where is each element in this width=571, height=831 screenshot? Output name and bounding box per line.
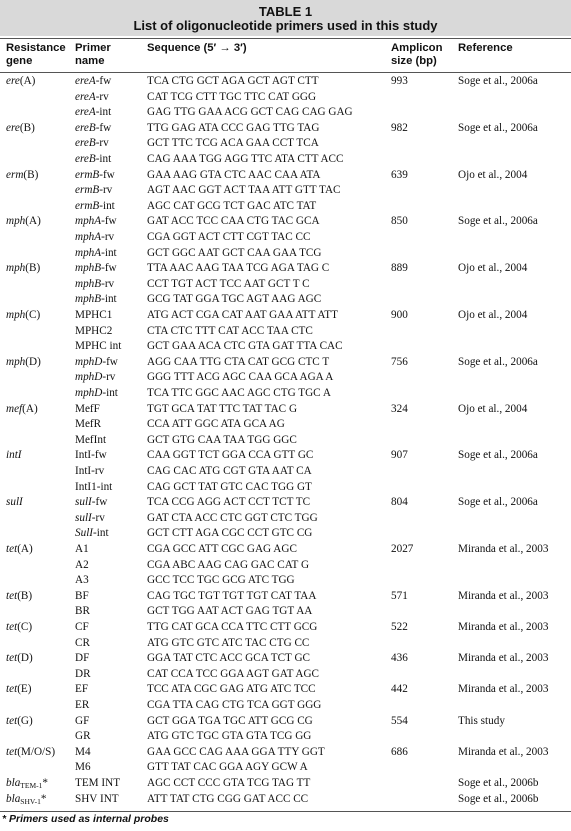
row-sequence: CAG TGC TGT TGT TGT CAT TAA [147,589,317,602]
row-sequence: AGC CAT GCG TCT GAC ATC TAT [147,199,317,212]
header-rule [0,72,571,73]
col-header-sequence [147,42,247,72]
row-primer: EF [75,683,89,696]
row-primer: A3 [75,574,89,587]
row-primer: SHV INT [75,792,119,805]
row-primer: BF [75,589,89,602]
row-primer: IntI-fw [75,449,107,462]
row-sequence: AGT AAC GGT ACT TAA ATT GTT TAC [147,184,341,197]
row-reference: Miranda et al., 2003 [458,589,549,602]
row-primer: IntI-rv [75,465,105,477]
row-reference: Miranda et al., 2003 [458,621,549,633]
row-gene: erm(B) [6,168,39,181]
row-primer: TEM INT [75,777,121,789]
row-sequence: TTG GAG ATA CCC GAG TTG TAG [147,121,320,134]
row-sequence: TCA TTC GGC AAC AGC CTG TGC A [147,387,331,399]
row-primer: ER [75,699,90,711]
row-primer: MefF [75,402,100,415]
row-amplicon: 2027 [391,543,414,555]
row-sequence: GCC TCC TGC GCG ATC TGG [147,574,295,587]
row-primer: M6 [75,761,91,774]
row-sequence: GCT GGC AAT GCT CAA GAA TCG [147,246,322,259]
row-primer: MPHC1 [75,309,113,321]
row-gene: tet(G) [6,714,33,727]
row-sequence: GAT ACC TCC CAA CTG TAC GCA [147,215,320,228]
table-label: TABLE 1 [258,4,313,19]
row-sequence: GCT TTC TCG ACA GAA CCT TCA [147,137,319,150]
row-gene: tet(B) [6,589,33,602]
col-header-sequence-line1: Sequence (5′ → 3′) [147,42,247,54]
top-rule [0,38,571,39]
row-reference: Miranda et al., 2003 [458,683,549,696]
row-gene: mef(A) [6,402,38,415]
row-reference: Soge et al., 2006a [458,121,538,134]
table-footnote: * Primers used as internal probes [2,813,169,825]
row-primer: ermB-rv [75,184,113,197]
row-sequence: GAG TTG GAA ACG GCT CAG CAG GAG [147,106,353,119]
row-reference: Ojo et al., 2004 [458,309,528,321]
row-gene: tet(A) [6,543,33,555]
row-reference: Miranda et al., 2003 [458,652,549,665]
row-sequence: CAG GCT TAT GTC CAC TGG GT [147,480,312,493]
row-primer: mphD-rv [75,371,116,384]
row-primer: MPHC2 [75,324,113,337]
row-reference: Soge et al., 2006b [458,792,539,805]
row-primer: ereB-rv [75,137,109,150]
row-primer: mphA-fw [75,215,117,228]
row-gene: tet(E) [6,683,32,696]
row-gene: tet(M/O/S) [6,745,56,758]
col-header-gene [6,42,66,72]
row-reference: Soge et al., 2006a [458,449,538,462]
col-header-amplicon [391,42,442,72]
row-amplicon: 756 [391,355,408,368]
row-sequence: CGA GCC ATT CGC GAG AGC [147,543,297,555]
col-header-reference [458,42,513,72]
row-amplicon: 982 [391,121,408,134]
row-sequence: CAG CAC ATG CGT GTA AAT CA [147,465,312,477]
row-primer: sulI-rv [75,511,105,524]
row-gene: bla$_{TEM-1}$* [6,777,48,790]
row-primer: ermB-fw [75,168,115,181]
row-sequence: AGG CAA TTG CTA CAT GCG CTC T [147,355,330,368]
row-primer: A1 [75,543,89,555]
row-gene: mph(C) [6,309,41,321]
row-sequence: CGA ABC AAG CAG GAC CAT G [147,558,310,571]
row-amplicon: 889 [391,262,408,275]
row-primer: IntI1-int [75,480,113,493]
row-sequence: GCT TGG AAT ACT GAG TGT AA [147,605,313,618]
row-amplicon: 639 [391,168,408,181]
row-sequence: GGG TTT ACG AGC CAA GCA AGA A [147,371,334,384]
row-gene: intI [6,449,22,462]
row-amplicon: 850 [391,215,408,228]
row-gene: ere(A) [6,75,36,87]
row-sequence: GTT TAT CAC GGA AGY GCW A [147,761,308,774]
row-reference: Soge et al., 2006a [458,215,538,228]
row-amplicon: 442 [391,683,408,696]
row-primer: SulI-int [75,527,109,540]
row-amplicon: 554 [391,714,408,727]
table-caption: List of oligonucleotide primers used in this study [133,18,438,33]
row-primer: ereA-fw [75,75,112,87]
row-primer: GF [75,714,90,727]
row-gene: mph(B) [6,262,41,275]
bottom-rule [0,811,571,812]
row-sequence: CCA ATT GGC ATA GCA AG [147,418,285,431]
row-reference: Miranda et al., 2003 [458,745,549,758]
row-primer: mphB-rv [75,277,115,290]
row-sequence: ATT TAT CTG CGG GAT ACC CC [147,792,309,805]
row-primer: CR [75,636,90,649]
row-reference: Ojo et al., 2004 [458,262,528,275]
row-sequence: CAG AAA TGG AGG TTC ATA CTT ACC [147,153,344,165]
row-gene: mph(D) [6,355,41,368]
row-amplicon: 907 [391,449,408,462]
row-sequence: GAA GCC CAG AAA GGA TTY GGT [147,745,325,758]
row-sequence: TGT GCA TAT TTC TAT TAC G [147,402,298,415]
col-header-amplicon-line1: Amplicon [391,42,443,54]
col-header-primer-line2: name [75,55,105,67]
row-primer: M4 [75,745,91,758]
row-reference: Miranda et al., 2003 [458,543,549,555]
row-gene: sulI [6,496,23,509]
row-sequence: TCC ATA CGC GAG ATG ATC TCC [147,683,316,696]
row-sequence: GCT GAA ACA CTC GTA GAT TTA CAC [147,340,343,353]
row-primer: sulI-fw [75,496,108,509]
col-header-primer-line1: Primer [75,42,111,54]
row-primer: MefInt [75,433,107,446]
row-reference: Soge et al., 2006a [458,75,538,87]
row-sequence: AGC CCT CCC GTA TCG TAG TT [147,777,311,789]
row-amplicon: 522 [391,621,408,633]
row-primer: MefR [75,418,102,431]
row-sequence: CGA TTA CAG CTG TCA GGT GGG [147,699,322,711]
row-primer: ereA-int [75,106,112,119]
row-primer: GR [75,730,91,743]
row-reference: Soge et al., 2006b [458,777,539,789]
row-primer: DF [75,652,90,665]
row-primer: mphA-rv [75,231,115,243]
row-sequence: TTG CAT GCA CCA TTC CTT GCG [147,621,318,633]
row-amplicon: 686 [391,745,408,758]
row-primer: mphB-int [75,293,117,306]
row-primer: MPHC int [75,340,122,353]
row-primer: ermB-int [75,199,115,212]
col-header-reference-line1: Reference [458,42,513,54]
row-sequence: GCG TAT GGA TGC AGT AAG AGC [147,293,322,306]
row-primer: mphB-fw [75,262,117,275]
row-amplicon: 900 [391,309,408,321]
row-sequence: ATG GTC TGC GTA GTA TCG GG [147,730,312,743]
table-header-band [0,0,571,36]
row-reference: Ojo et al., 2004 [458,168,528,181]
row-primer: mphD-fw [75,355,118,368]
row-primer: mphD-int [75,387,118,399]
row-primer: BR [75,605,90,618]
row-amplicon: 436 [391,652,408,665]
row-sequence: TTA AAC AAG TAA TCG AGA TAG C [147,262,330,275]
row-gene: ere(B) [6,121,35,134]
row-primer: CF [75,621,89,633]
col-header-primer [75,42,111,72]
row-reference: Soge et al., 2006a [458,496,538,509]
row-amplicon: 324 [391,402,408,415]
row-sequence: GGA TAT CTC ACC GCA TCT GC [147,652,311,665]
row-gene: tet(C) [6,621,33,633]
row-gene: bla$_{SHV-1}$* [6,792,47,806]
row-sequence: GCT CTT AGA CGC CCT GTC CG [147,527,313,540]
row-sequence: CAA GGT TCT GGA CCA GTT GC [147,449,314,462]
col-header-gene-line2: gene [6,55,33,67]
row-gene: mph(A) [6,215,41,228]
row-sequence: CCT TGT ACT TCC AAT GCT T C [147,277,310,290]
row-primer: ereA-rv [75,90,109,103]
row-primer: A2 [75,558,89,571]
col-header-amplicon-line2: size (bp) [391,55,437,67]
row-reference: This study [458,714,505,727]
row-gene: tet(D) [6,652,33,665]
row-sequence: GAT CTA ACC CTC GGT CTC TGG [147,511,318,524]
row-primer: ereB-fw [75,121,112,134]
row-amplicon: 993 [391,75,408,87]
row-primer: DR [75,667,91,680]
row-sequence: GCT GTG CAA TAA TGG GGC [147,433,297,446]
row-reference: Soge et al., 2006a [458,355,538,368]
row-sequence: CAT TCG CTT TGC TTC CAT GGG [147,90,317,103]
row-sequence: CTA CTC TTT CAT ACC TAA CTC [147,324,313,337]
row-sequence: TCA CCG AGG ACT CCT TCT TC [147,496,311,509]
row-reference: Ojo et al., 2004 [458,402,528,415]
row-sequence: ATG GTC GTC ATC TAC CTG CC [147,636,310,649]
row-amplicon: 804 [391,496,408,509]
row-sequence: TCA CTG GCT AGA GCT AGT CTT [147,75,319,87]
row-sequence: GAA AAG GTA CTC AAC CAA ATA [147,168,321,181]
col-header-gene-line1: Resistance [6,42,66,54]
row-primer: ereB-int [75,153,112,165]
row-sequence: CGA GGT ACT CTT CGT TAC CC [147,231,311,243]
row-primer: mphA-int [75,246,117,259]
row-sequence: CAT CCA TCC GGA AGT GAT AGC [147,667,319,680]
row-amplicon: 571 [391,589,408,602]
row-sequence: ATG ACT CGA CAT AAT GAA ATT ATT [147,309,338,321]
row-sequence: GCT GGA TGA TGC ATT GCG CG [147,714,313,727]
